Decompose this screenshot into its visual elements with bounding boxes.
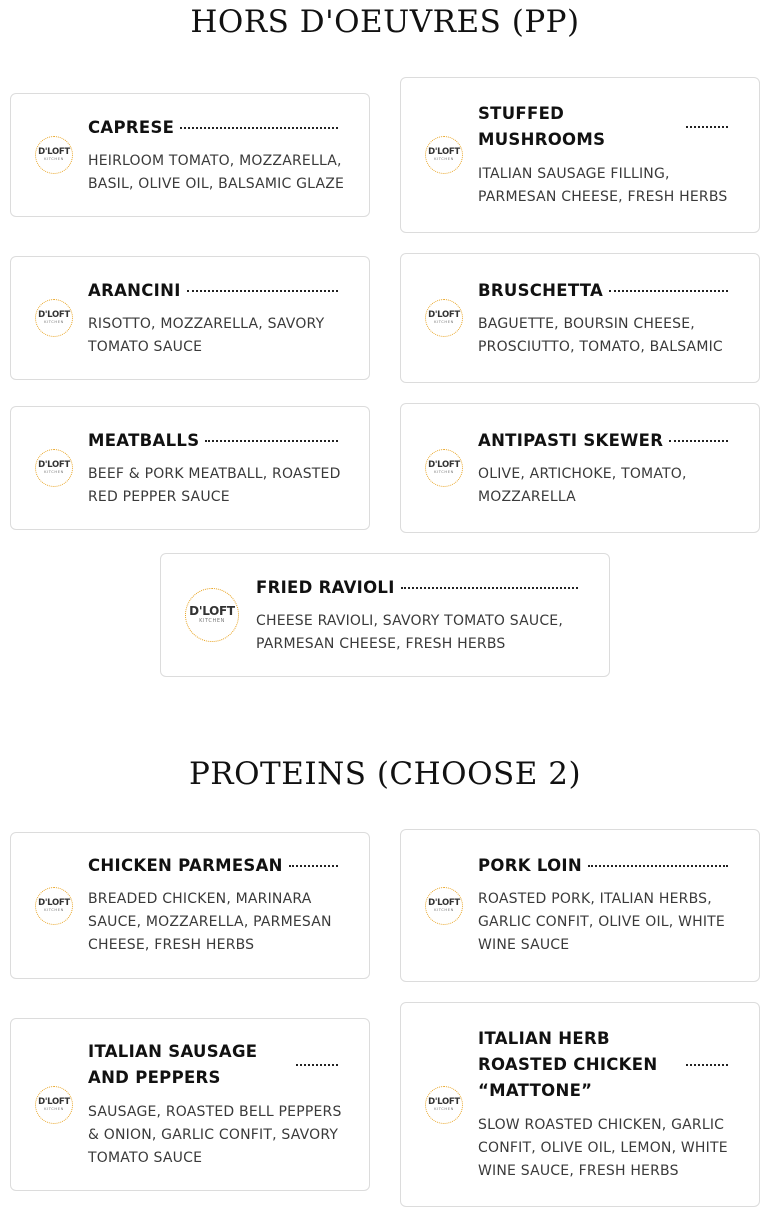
dotted-leader [289,865,338,867]
dloft-kitchen-logo-icon: D'LOFT KITCHEN [35,1086,73,1124]
menu-item-card [400,403,760,533]
dotted-leader [401,587,578,589]
menu-item-description: SLOW ROASTED CHICKEN, GARLIC CONFIT, OLIVE OIL, LEMON, WHITE WINE SAUCE, FRESH HERBS [478,1117,728,1179]
section-title-hors-doeuvres: HORS D'OEUVRES (PP) [190,4,580,40]
dloft-kitchen-logo-icon: D'LOFT KITCHEN [425,299,463,337]
menu-item-name: BRUSCHETTA [478,281,604,300]
dloft-kitchen-logo-icon: D'LOFT KITCHEN [35,136,73,174]
menu-item-card [10,832,370,979]
menu-item-name: ANTIPASTI SKEWER [478,431,664,450]
dloft-kitchen-logo-icon: D'LOFT KITCHEN [35,299,73,337]
menu-item-card [10,406,370,530]
menu-item-card [400,253,760,383]
dotted-leader [205,440,338,442]
menu-item-card [10,256,370,380]
dloft-kitchen-logo-icon: D'LOFT KITCHEN [425,1086,463,1124]
menu-item-description: RISOTTO, MOZZARELLA, SAVORY TOMATO SAUCE [88,316,325,355]
menu-item-card [160,553,610,677]
menu-item-card [10,1018,370,1191]
menu-item-name: ITALIAN SAUSAGE AND PEPPERS [88,1042,258,1087]
dotted-leader [588,865,728,867]
menu-item-card [400,829,760,982]
menu-item-name: CAPRESE [88,118,175,137]
dloft-kitchen-logo-icon: D'LOFT KITCHEN [425,449,463,487]
menu-item-description: SAUSAGE, ROASTED BELL PEPPERS & ONION, GARLIC CONFIT, SAVORY TOMATO SAUCE [88,1104,342,1166]
menu-item-name: FRIED RAVIOLI [256,578,395,597]
menu-item-name: MEATBALLS [88,431,200,450]
dotted-leader [187,290,338,292]
section-title-proteins: PROTEINS (CHOOSE 2) [188,756,582,792]
menu-item-name: CHICKEN PARMESAN [88,856,283,875]
dotted-leader [609,290,728,292]
dloft-kitchen-logo-icon: D'LOFT KITCHEN [185,588,239,642]
dloft-kitchen-logo-icon: D'LOFT KITCHEN [425,887,463,925]
dloft-kitchen-logo-icon: D'LOFT KITCHEN [35,887,73,925]
menu-item-description: OLIVE, ARTICHOKE, TOMATO, MOZZARELLA [478,466,687,505]
menu-item-description: HEIRLOOM TOMATO, MOZZARELLA, BASIL, OLIVE OIL, BALSAMIC GLAZE [88,153,345,192]
dotted-leader [296,1064,338,1066]
dotted-leader [686,126,728,128]
menu-item-description: ITALIAN SAUSAGE FILLING, PARMESAN CHEESE, FRESH HERBS [478,166,728,205]
dloft-kitchen-logo-icon: D'LOFT KITCHEN [35,449,73,487]
menu-item-description: BEEF & PORK MEATBALL, ROASTED RED PEPPER SAUCE [88,466,341,505]
dotted-leader [669,440,728,442]
menu-item-card [400,77,760,233]
menu-item-name: PORK LOIN [478,856,582,875]
menu-item-name: STUFFED MUSHROOMS [478,104,606,149]
menu-item-card [400,1002,760,1207]
menu-item-name: ITALIAN HERB ROASTED CHICKEN “MATTONE” [478,1029,658,1100]
menu-item-description: CHEESE RAVIOLI, SAVORY TOMATO SAUCE, PARMESAN CHEESE, FRESH HERBS [256,613,563,652]
menu-item-description: BAGUETTE, BOURSIN CHEESE, PROSCIUTTO, TOMATO, BALSAMIC [478,316,723,355]
dotted-leader [180,127,338,129]
dloft-kitchen-logo-icon: D'LOFT KITCHEN [425,136,463,174]
menu-item-description: ROASTED PORK, ITALIAN HERBS, GARLIC CONFIT, OLIVE OIL, WHITE WINE SAUCE [478,891,725,953]
dotted-leader [686,1064,728,1066]
menu-item-card [10,93,370,217]
menu-item-name: ARANCINI [88,281,181,300]
menu-item-description: BREADED CHICKEN, MARINARA SAUCE, MOZZARELLA, PARMESAN CHEESE, FRESH HERBS [88,891,332,953]
